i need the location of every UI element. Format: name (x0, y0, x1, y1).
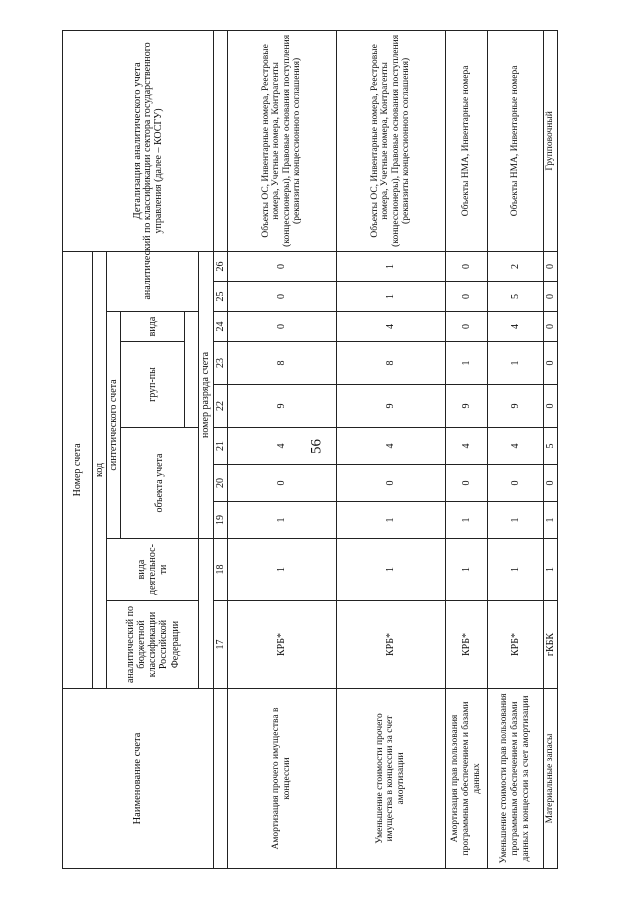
row-name: Материальные запасы (543, 689, 557, 869)
cell: гКБК (543, 601, 557, 689)
row-detail: Объекты НМА, Инвентарные номера (445, 30, 487, 251)
table-row (336, 30, 445, 868)
cell: 4 (445, 428, 487, 465)
cell: 4 (487, 312, 543, 342)
cell: 0 (543, 342, 557, 385)
cell: 0 (227, 465, 336, 502)
cell: 0 (487, 465, 543, 502)
col-number: 19 (213, 502, 227, 539)
col-number: 17 (213, 601, 227, 689)
header-account-name: Наименование счета (63, 689, 214, 869)
cell: КРБ* (227, 601, 336, 689)
header-code: код (93, 251, 107, 688)
cell: 0 (445, 251, 487, 281)
header-gov-classification: аналитический по классификации сектора государственного управления (далее – КОСГУ) (107, 30, 199, 311)
header-budget-classification: аналитический по бюджетной классификации Российской Федерации (107, 601, 199, 689)
cell: 0 (543, 385, 557, 428)
cell: 8 (336, 342, 445, 385)
row-name: Уменьшение стоимости прав пользования программным обеспечением и базами данных в концессии за счет амортизации (487, 689, 543, 869)
cell: 0 (445, 282, 487, 312)
cell: 0 (227, 312, 336, 342)
cell: КРБ* (445, 601, 487, 689)
cell: 1 (445, 342, 487, 385)
cell: 0 (227, 282, 336, 312)
cell: 4 (336, 312, 445, 342)
cell: 1 (445, 502, 487, 539)
header-detail: Детализация аналитического учета (63, 30, 214, 251)
cell: 1 (445, 539, 487, 601)
cell: 8 (227, 342, 336, 385)
header-empty-group-kind (185, 312, 199, 428)
cell: 9 (487, 385, 543, 428)
cell: 5 (543, 428, 557, 465)
cell: 0 (336, 465, 445, 502)
table-row (543, 30, 557, 868)
row-name: Амортизация прочего имущества в концессии (227, 689, 336, 869)
cell: 0 (543, 282, 557, 312)
cell: КРБ* (487, 601, 543, 689)
col-number: 25 (213, 282, 227, 312)
table-row (487, 30, 543, 868)
col-number: 22 (213, 385, 227, 428)
cell: 1 (543, 539, 557, 601)
rotated-page (62, 31, 556, 869)
table-row (445, 30, 487, 868)
cell: 0 (543, 312, 557, 342)
row-detail: Объекты НМА, Инвентарные номера (487, 30, 543, 251)
row-name: Уменьшение стоимости прочего имущества в концессии за счет амортизации (336, 689, 445, 869)
cell: 4 (227, 428, 336, 465)
cell: 0 (543, 251, 557, 281)
cell: 1 (487, 342, 543, 385)
cell: 0 (227, 251, 336, 281)
cell: 1 (336, 251, 445, 281)
header-kind: вида (121, 312, 185, 342)
col-number-empty (213, 30, 227, 251)
header-activity-type: вида деятельнос-ти (107, 539, 199, 601)
cell: 0 (543, 465, 557, 502)
col-number: 26 (213, 251, 227, 281)
cell: 0 (445, 312, 487, 342)
col-number: 24 (213, 312, 227, 342)
cell: 0 (445, 465, 487, 502)
cell: 1 (336, 282, 445, 312)
row-detail: Объекты ОС, Инвентарные номера, Реестровые номера, Учетные номера, Контрагенты (концессионеры), Правовые основания поступления (реквизиты концессионного соглашения) (336, 30, 445, 251)
col-number: 18 (213, 539, 227, 601)
cell: 1 (227, 539, 336, 601)
col-number: 23 (213, 342, 227, 385)
cell: 5 (487, 282, 543, 312)
cell: 1 (487, 539, 543, 601)
cell: 1 (227, 502, 336, 539)
col-number: 21 (213, 428, 227, 465)
cell: 1 (543, 502, 557, 539)
col-number-empty (213, 689, 227, 869)
col-number: 20 (213, 465, 227, 502)
cell: 9 (336, 385, 445, 428)
cell: 9 (227, 385, 336, 428)
cell: 1 (336, 502, 445, 539)
header-synthetic: синтетического счета (107, 312, 121, 539)
row-detail: Групповочный (543, 30, 557, 251)
page-number: 56 (308, 439, 325, 454)
header-spacer (199, 539, 213, 689)
cell: 1 (336, 539, 445, 601)
header-object: объекта учета (121, 428, 199, 539)
header-group: груп-пы (121, 342, 185, 428)
accounts-table (62, 30, 558, 869)
cell: 4 (487, 428, 543, 465)
row-detail: Объекты ОС, Инвентарные номера, Реестровые номера, Учетные номера, Контрагенты (концессионеры), Правовые основания поступления (реквизиты концессионного соглашения) (227, 30, 336, 251)
cell: 4 (336, 428, 445, 465)
cell: 2 (487, 251, 543, 281)
row-name: Амортизация прав пользования программным обеспечением и базами данных (445, 689, 487, 869)
header-account-number: Номер счета (63, 251, 93, 688)
cell: 9 (445, 385, 487, 428)
table-row (227, 30, 336, 868)
cell: 1 (487, 502, 543, 539)
header-digit-number: номер разряда счета (199, 251, 213, 538)
cell: КРБ* (336, 601, 445, 689)
